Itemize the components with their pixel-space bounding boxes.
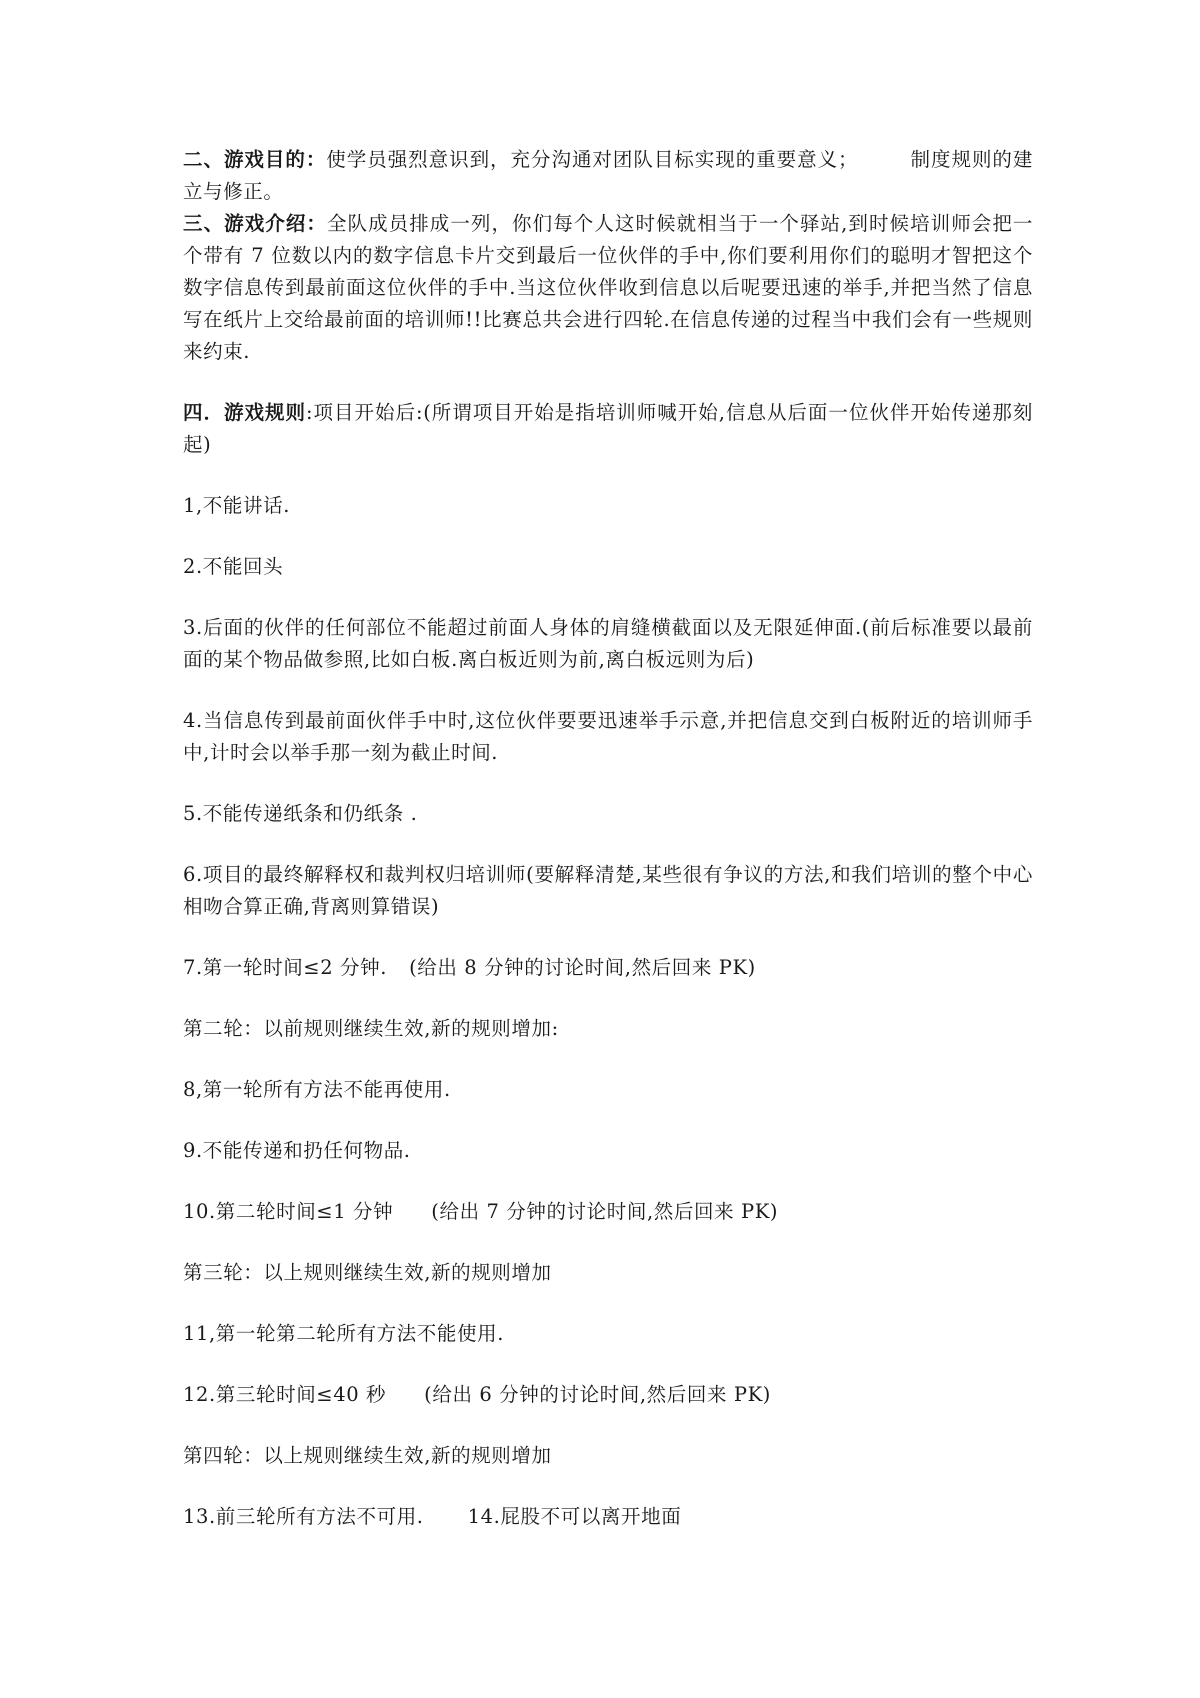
rule-6: 6.项目的最终解释权和裁判权归培训师(要解释清楚,某些很有争议的方法,和我们培训的整个中心相吻合算正确,背离则算错误): [183, 863, 1033, 918]
rule-10-main: 10.第二轮时间≤1 分钟: [183, 1200, 394, 1223]
rule-3: 3.后面的伙伴的任何部位不能超过前面人身体的肩缝横截面以及无限延伸面.(前后标准要以最前面的某个物品做参照,比如白板.离白板近则为前,离白板远则为后): [183, 616, 1033, 671]
round-3-heading: 第三轮：以上规则继续生效,新的规则增加: [183, 1261, 552, 1284]
rule-10: [183, 1196, 1033, 1228]
rules-paragraph: [183, 397, 1033, 461]
rule-4: 4.当信息传到最前面伙伴手中时,这位伙伴要要迅速举手示意,并把信息交到白板附近的培训师手中,计时会以举手那一刻为截止时间.: [183, 709, 1033, 764]
rule-10-note: (给出 7 分钟的讨论时间,然后回来 PK): [431, 1200, 779, 1223]
rule-13: 13.前三轮所有方法不可用.: [183, 1505, 424, 1528]
rule-12: [183, 1379, 1033, 1411]
rules-label: 四．游戏规则: [183, 401, 306, 424]
goal-text-b: 制度规则的建立与修正。: [183, 148, 1033, 203]
rule-5: 5.不能传递纸条和仍纸条 .: [183, 802, 418, 825]
document-body: [183, 144, 1033, 1533]
intro-paragraph: [183, 208, 1033, 368]
rules-text: :项目开始后:(所谓项目开始是指培训师喊开始,信息从后面一位伙伴开始传递那刻起): [183, 401, 1033, 456]
intro-label: 三、游戏介绍：: [183, 212, 327, 235]
rule-1: 1,不能讲话.: [183, 494, 291, 517]
intro-text: 全队成员排成一列，你们每个人这时候就相当于一个驿站,到时候培训师会把一个带有 7 位数以内的数字信息卡片交到最后一位伙伴的手中,你们要利用你们的聪明才智把这个数字信息传到最前面这位伙伴的手中.当这位伙伴收到信息以后呢要迅速的举手,并把当然了信息写在纸片上交给最前面的培训师!!比赛总共会进行四轮.在信息传递的过程当中我们会有一些规则来约束.: [183, 212, 1034, 363]
rule-14: 14.屁股不可以离开地面: [467, 1505, 682, 1528]
rule-8: 8,第一轮所有方法不能再使用.: [183, 1078, 451, 1101]
goal-text-a: 使学员强烈意识到，充分沟通对团队目标实现的重要意义；: [326, 148, 859, 171]
round-2-heading: 第二轮：以前规则继续生效,新的规则增加:: [183, 1017, 559, 1040]
rule-13-14: [183, 1501, 1033, 1533]
rule-2: 2.不能回头: [183, 555, 284, 578]
rule-9: 9.不能传递和扔任何物品.: [183, 1139, 411, 1162]
rule-12-note: (给出 6 分钟的讨论时间,然后回来 PK): [424, 1383, 771, 1406]
rule-7: [183, 952, 1033, 984]
goal-label: 二、游戏目的：: [183, 148, 327, 171]
rule-11: 11,第一轮第二轮所有方法不能使用.: [183, 1322, 505, 1345]
goal-paragraph: [183, 144, 1033, 208]
rule-7-note: (给出 8 分钟的讨论时间,然后回来 PK): [409, 956, 756, 979]
rule-12-main: 12.第三轮时间≤40 秒: [183, 1383, 387, 1406]
round-4-heading: 第四轮：以上规则继续生效,新的规则增加: [183, 1444, 552, 1467]
rule-7-main: 7.第一轮时间≤2 分钟.: [183, 956, 388, 979]
